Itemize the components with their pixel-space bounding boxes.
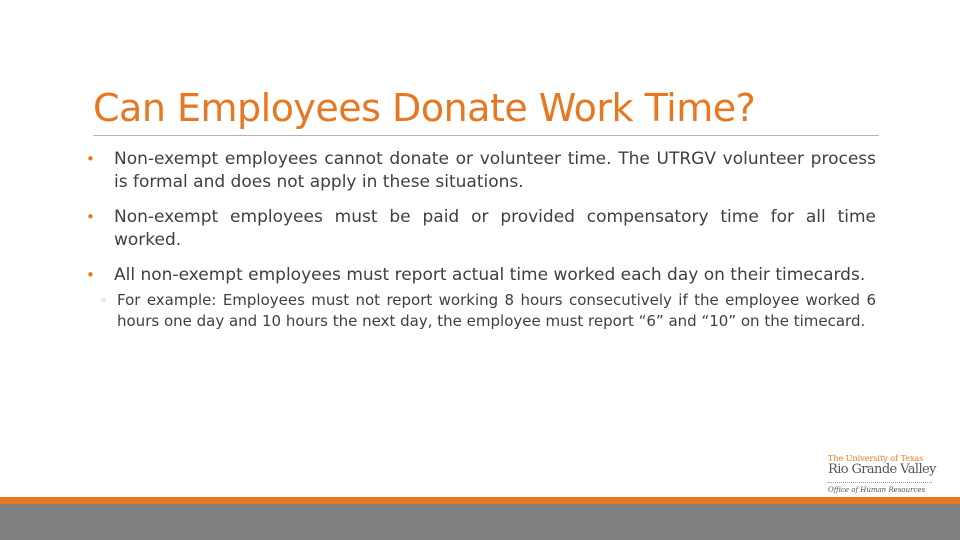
sub-bullet-marker: ◦ bbox=[100, 293, 108, 307]
bullet-text: Non-exempt employees must be paid or provided compensatory time for all time worked. bbox=[114, 207, 876, 250]
slide-title: Can Employees Donate Work Time? bbox=[93, 86, 756, 130]
logo-university-line: The University of Texas bbox=[828, 454, 924, 463]
footer-accent-bar bbox=[0, 497, 960, 504]
sub-bullet-item bbox=[86, 290, 876, 332]
sub-bullet-text: For example: Employees must not report working 8 hours consecutively if the employee worked 6 hours one day and 10 hours the next day, the employee must report “6” and “10” on the timecard. bbox=[117, 291, 876, 330]
footer-bar bbox=[0, 504, 960, 540]
logo-department-line: Office of Human Resources bbox=[828, 486, 926, 494]
bullet-text: All non-exempt employees must report actual time worked each day on their timecards. bbox=[114, 265, 866, 285]
utrgv-logo bbox=[828, 454, 934, 498]
bullet-item bbox=[86, 206, 876, 252]
bullet-marker: • bbox=[86, 208, 95, 226]
title-divider bbox=[93, 135, 879, 136]
logo-campus-line: Rio Grande Valley bbox=[828, 462, 936, 477]
bullet-item bbox=[86, 148, 876, 194]
bullet-text: Non-exempt employees cannot donate or volunteer time. The UTRGV volunteer process is formal and does not apply in these situations. bbox=[114, 149, 876, 192]
bullet-list bbox=[86, 148, 876, 332]
bullet-marker: • bbox=[86, 266, 95, 284]
bullet-marker: • bbox=[86, 150, 95, 168]
bullet-item bbox=[86, 264, 876, 287]
logo-divider bbox=[828, 482, 932, 483]
